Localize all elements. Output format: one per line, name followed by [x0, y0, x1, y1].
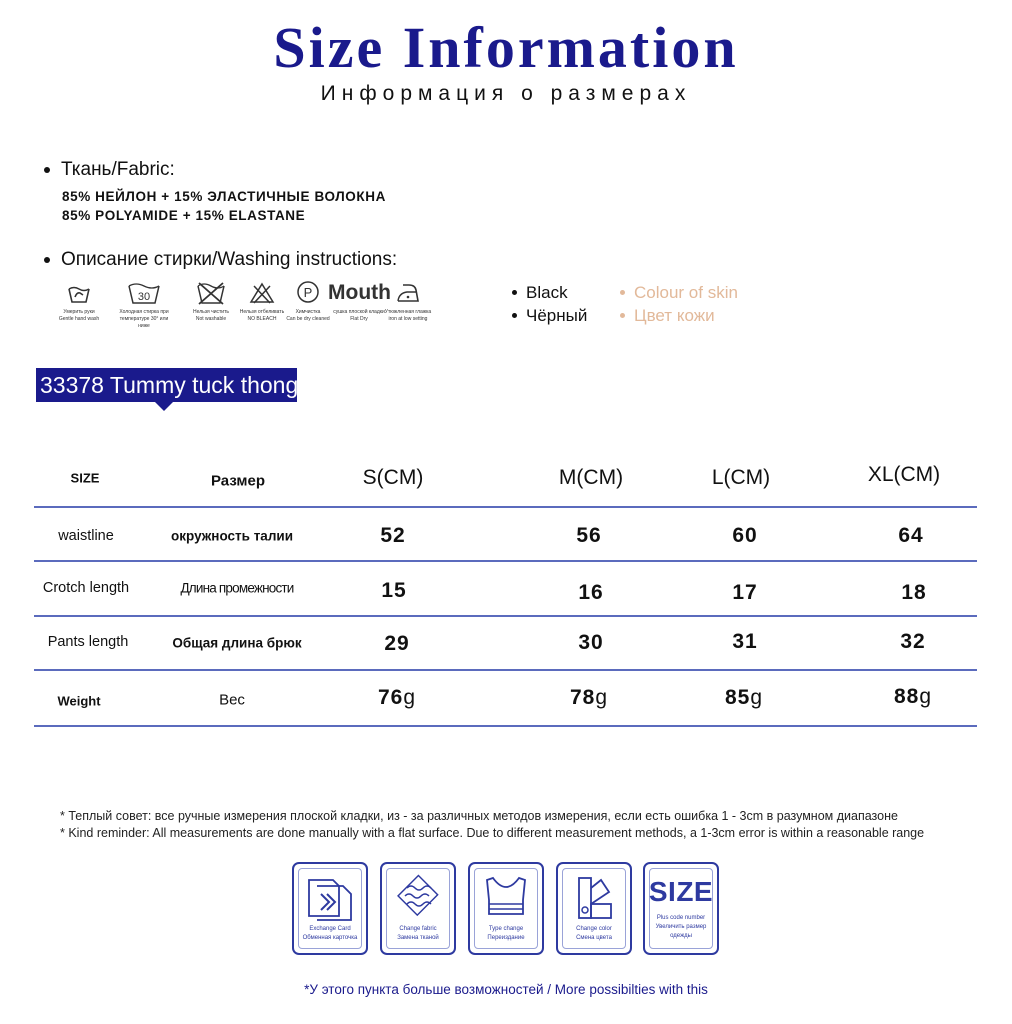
measurement-note-ru: * Теплый совет: все ручные измерения плоской кладки, из - за различных методов измерения, если есть ошибка 1 - 3cm в разумном диапазоне — [60, 809, 898, 823]
table-divider — [34, 669, 977, 671]
value-xl: 64 — [898, 524, 924, 547]
row-label-ru: Общая длина брюк — [172, 635, 302, 651]
wash-30-item — [114, 280, 174, 330]
table-header-l: L(CM) — [711, 466, 771, 489]
value-xl: 32 — [900, 630, 926, 653]
row-label-en: Pants length — [47, 634, 129, 650]
row-label-en: Weight — [57, 693, 101, 709]
change-fabric-icon — [391, 874, 445, 922]
color-dot — [512, 313, 517, 318]
hand-wash-item — [49, 280, 109, 323]
table-header-s: S(CM) — [362, 466, 424, 489]
service-caption: Change color Смена цвета — [576, 926, 612, 941]
exchange-card-icon — [303, 874, 357, 922]
wash-caption: сушка плоской кладки Flat Dry — [333, 309, 385, 322]
bullet-dot — [44, 167, 50, 173]
table-divider — [34, 725, 977, 727]
value-l: 17 — [732, 581, 758, 604]
service-caption: Type change Переиздание — [487, 926, 525, 941]
fabric-heading — [44, 159, 175, 181]
value-m: 78g — [569, 686, 609, 709]
no-wash-icon — [195, 280, 227, 306]
page-title: Size Information — [273, 15, 739, 80]
value-s: 29 — [384, 632, 410, 655]
dry-clean-icon — [295, 280, 321, 306]
row-label-ru: окружность талии — [170, 528, 294, 544]
row-label-en: waistline — [58, 528, 114, 544]
iron-low-item — [378, 280, 438, 323]
wash-caption: Умерить руки Gentle hand wash — [58, 309, 100, 322]
service-caption: Plus code number Увеличить размер одежды — [655, 915, 707, 939]
measurement-note-en: * Kind reminder: All measurements are done manually with a flat surface. Due to different measurement methods, a 1-3cm error is within a reasonable range — [60, 826, 925, 840]
wash-caption: Химчистка Can be dry cleaned — [286, 309, 330, 322]
no-bleach-icon — [249, 280, 275, 306]
wash-caption: Холодная стирка при температуре 30° или ниже — [119, 309, 169, 329]
service-exchange-card — [292, 862, 368, 955]
value-s: 52 — [380, 524, 406, 547]
color-dot — [620, 313, 625, 318]
service-caption: Exchange Card Обменная карточка — [302, 926, 358, 941]
color-black — [512, 281, 587, 327]
wash-30-icon — [126, 280, 162, 306]
table-divider — [34, 506, 977, 508]
washing-heading-text: Описание стирки/Washing instructions: — [61, 249, 398, 270]
value-m: 30 — [578, 631, 604, 654]
color-name-ru: Цвет кожи — [634, 306, 715, 325]
table-header-size-ru: Размер — [210, 472, 266, 490]
color-name-en: Black — [526, 283, 568, 302]
service-change-fabric — [380, 862, 456, 955]
wash-caption: Нельзя отбеливать NO BLEACH — [239, 309, 285, 322]
value-xl: 88g — [893, 685, 933, 708]
value-xl: 18 — [901, 581, 927, 604]
color-name-ru: Чёрный — [526, 306, 588, 325]
table-header-xl: XL(CM) — [867, 463, 941, 486]
table-header-m: M(CM) — [558, 466, 624, 489]
iron-low-icon — [395, 280, 421, 306]
page-subtitle: Информация о размерах — [320, 82, 692, 105]
value-m: 16 — [578, 581, 604, 604]
color-dot — [512, 290, 517, 295]
plus-size-icon: SIZE — [648, 876, 714, 907]
product-banner: 33378 Tummy tuck thong — [36, 368, 297, 402]
table-divider — [34, 560, 977, 562]
value-l: 85g — [724, 686, 764, 709]
banner-pointer — [155, 402, 173, 411]
table-header-size-en: SIZE — [70, 470, 100, 486]
color-skin — [620, 281, 738, 327]
value-s: 15 — [381, 579, 407, 602]
fabric-heading-text: Ткань/Fabric: — [61, 159, 175, 180]
fabric-composition-en: 85% POLYAMIDE + 15% ELASTANE — [62, 208, 306, 223]
service-caption: Change fabric Замена тканой — [397, 926, 439, 941]
svg-text:30: 30 — [137, 291, 151, 303]
value-l: 31 — [732, 630, 758, 653]
service-plus-size — [643, 862, 719, 955]
row-label-en: Crotch length — [42, 580, 130, 596]
wash-caption: Утюжленная глажка iron at low setting — [384, 309, 432, 322]
row-label-ru: Вес — [219, 691, 245, 709]
service-change-color — [556, 862, 632, 955]
svg-text:P: P — [303, 285, 313, 300]
bullet-dot — [44, 257, 50, 263]
service-type-change — [468, 862, 544, 955]
color-name-en: Colour of skin — [634, 283, 738, 302]
washing-heading — [44, 249, 397, 271]
type-change-icon — [479, 874, 533, 922]
table-divider — [34, 615, 977, 617]
flat-dry-icon: Mouth — [328, 281, 391, 304]
fabric-composition-ru: 85% НЕЙЛОН + 15% ЭЛАСТИЧНЫЕ ВОЛОКНА — [62, 189, 386, 204]
change-color-icon — [567, 874, 621, 922]
color-dot — [620, 290, 625, 295]
value-m: 56 — [576, 524, 602, 547]
value-l: 60 — [732, 524, 758, 547]
footer-note: *У этого пункта больше возможностей / More possibilties with this — [304, 982, 708, 997]
value-s: 76g — [377, 686, 417, 709]
row-label-ru: Длина промежности — [180, 580, 294, 596]
hand-wash-icon — [66, 280, 92, 306]
wash-caption: Нельзя чистить Not washable — [192, 309, 229, 322]
